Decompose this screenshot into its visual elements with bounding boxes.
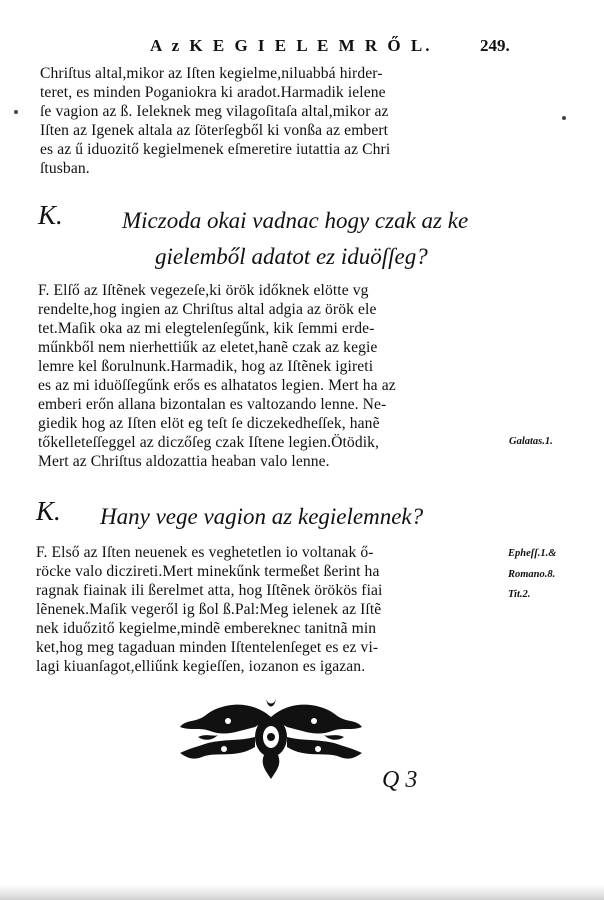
text-line: lẽnenek.Maſik vegeről ig ßol ß.Pal:Meg ielenek az Iſtẽ xyxy=(36,601,382,618)
running-title: A z K E G I E L E M R Ő L. xyxy=(150,36,433,55)
text-line: tet.Maſik oka az mi elegtelenſegűnk, kik ſemmi erde- xyxy=(38,320,375,337)
text-line: ket,hog meg tagaduan minden Iſtentelenſeget es ez vi- xyxy=(36,639,379,656)
text-line: giedik hog az Iſten elöt eg teſt ſe diczekedheſſek, hanẽ xyxy=(38,415,380,432)
text-line: es az ű iduozitő kegielmenek eſmeretire iutattia az Chri xyxy=(40,141,391,158)
margin-reference: Romano.8. xyxy=(508,569,556,580)
margin-reference: Galatas.1. xyxy=(509,436,553,447)
running-header xyxy=(0,36,604,62)
ink-speck xyxy=(14,110,18,114)
text-line: es az mi iduöſſegűnk erős es alhatatos legien. Mert ha az xyxy=(38,377,396,394)
text-line: F. Első az Iſten neuenek es veghetetlen io voltanak ő- xyxy=(36,544,374,561)
question-heading: Hany vege vagion az kegielemnek? xyxy=(100,504,424,529)
text-line: tőkelleteſſeggel az diczőſeg czak Iſtene legien.Ötödik, xyxy=(38,434,380,451)
text-line: műnkből nem nierhettiűk az eletet,hanẽ czak az kegie xyxy=(38,339,378,356)
text-line: nek iduőzitő kegielme,mindẽ embereknec tanitnã min xyxy=(36,620,377,637)
text-line: röcke valo diczireti.Mert minekűnk termeßet ßerint ha xyxy=(36,563,380,580)
text-line: ſe vagion az ß. Ieleknek meg vilagoſitaſa altal,mikor az xyxy=(40,103,389,120)
text-line: emberi erőn allana bizontalan es valtozando lenne. Ne- xyxy=(38,396,387,413)
text-line: ſtusban. xyxy=(40,160,90,177)
text-line: Chriſtus altal,mikor az Iſten kegielme,niluabbá hirder- xyxy=(40,65,383,82)
page-edge-shadow xyxy=(0,884,604,900)
margin-reference: Tit.2. xyxy=(508,589,531,600)
ink-speck xyxy=(562,116,566,120)
question-marker: K. xyxy=(38,200,63,230)
text-line: ragnak fiainak ili ßerelmet atta, hog Iſtẽnek örökös fiai xyxy=(36,582,383,599)
text-line: F. Elſő az Iſtẽnek vegezeſe,ki örök időknek elötte vg xyxy=(38,282,369,299)
catchword: Q 3 xyxy=(382,767,418,793)
question-marker: K. xyxy=(36,496,61,526)
text-line: teret, es minden Poganiokra ki aradot.Harmadik ielene xyxy=(40,84,386,101)
page-number: 249. xyxy=(480,36,510,55)
text-line: lemre kel ßorulnunk.Harmadik, hog az Iſtẽnek igireti xyxy=(38,358,374,375)
text-line: Iſten az Igenek altala az ſöterſegből ki vonßa az embert xyxy=(40,122,389,139)
question-heading: Miczoda okai vadnac hogy czak az ke xyxy=(122,208,469,233)
floral-ornament-icon xyxy=(178,697,364,779)
text-line: lagi kiuanſagot,elliűnk kegieſſen, iozanon es igazan. xyxy=(36,658,366,675)
text-line: rendelte,hog ingien az Chriſtus altal adgia az örök ele xyxy=(38,301,377,318)
margin-reference: Epheſſ.1.& xyxy=(508,548,557,559)
question-heading: gielemből adatot ez iduöſſeg? xyxy=(155,244,428,269)
text-line: Mert az Chriſtus aldozattia heaban valo lenne. xyxy=(38,453,330,470)
